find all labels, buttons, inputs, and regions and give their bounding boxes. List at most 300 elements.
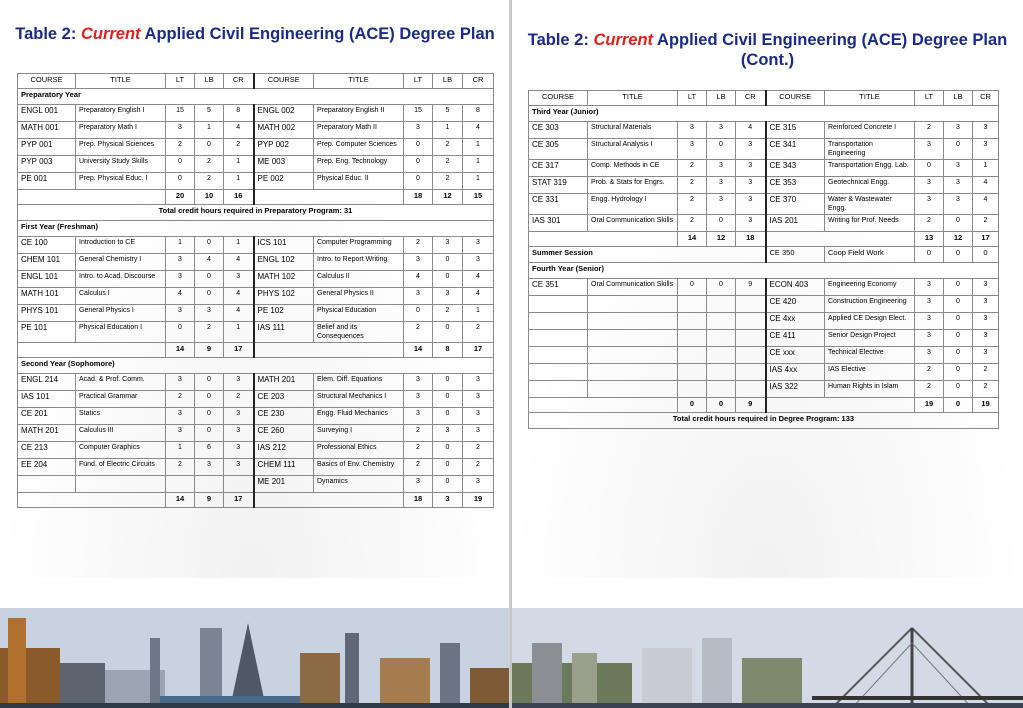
course-code: PE 101 — [18, 322, 76, 343]
course-row — [529, 313, 999, 330]
course-title: Transportation Engg. Lab. — [825, 160, 915, 177]
lab-hours: 0 — [433, 322, 463, 343]
credit-hours: 9 — [736, 279, 766, 296]
column-header: CR — [463, 74, 494, 89]
course-code: CHEM 101 — [18, 254, 76, 271]
semester-total: 15 — [463, 190, 494, 205]
semester-total: 18 — [736, 232, 766, 247]
lecture-hours: 3 — [404, 122, 433, 139]
course-title: Oral Communication Skills — [588, 279, 678, 296]
course-row — [529, 364, 999, 381]
lab-hours — [707, 313, 736, 330]
lab-hours: 0 — [195, 374, 224, 391]
semester-totals-row — [529, 232, 999, 247]
course-code: CE xxx — [766, 347, 825, 364]
lab-hours: 3 — [195, 459, 224, 476]
course-code: IAS 301 — [529, 215, 588, 232]
course-code: CE 370 — [766, 194, 825, 215]
lab-hours: 0 — [944, 215, 973, 232]
semester-total: 14 — [166, 493, 195, 508]
course-code: CE 4xx — [766, 313, 825, 330]
totals-blank — [254, 190, 404, 205]
course-title: Calculus II — [314, 271, 404, 288]
city-skyline-image — [0, 608, 510, 708]
course-title: Technical Elective — [825, 347, 915, 364]
credit-hours: 3 — [224, 425, 254, 442]
course-title: Reinforced Concrete I — [825, 122, 915, 139]
course-title: Computer Graphics — [76, 442, 166, 459]
credit-hours: 1 — [973, 160, 999, 177]
course-title: University Study Skills — [76, 156, 166, 173]
semester-total: 10 — [195, 190, 224, 205]
lecture-hours: 3 — [166, 374, 195, 391]
lab-hours — [707, 330, 736, 347]
lab-hours: 5 — [433, 105, 463, 122]
credit-hours: 3 — [463, 237, 494, 254]
course-row — [529, 381, 999, 398]
course-code: STAT 319 — [529, 177, 588, 194]
credit-hours — [736, 347, 766, 364]
credit-hours: 3 — [973, 279, 999, 296]
credit-hours: 3 — [463, 374, 494, 391]
semester-total: 19 — [973, 398, 999, 413]
credit-hours — [736, 313, 766, 330]
course-code: ENGL 101 — [18, 271, 76, 288]
total-credit-note: Total credit hours required in Preparatory Program: 31 — [18, 205, 494, 221]
course-code: IAS 212 — [254, 442, 314, 459]
course-title: IAS Elective — [825, 364, 915, 381]
lab-hours: 4 — [195, 254, 224, 271]
course-row — [529, 279, 999, 296]
course-code: CE 213 — [18, 442, 76, 459]
credit-hours: 3 — [973, 122, 999, 139]
semester-total: 3 — [433, 493, 463, 508]
course-title: General Chemistry I — [76, 254, 166, 271]
course-code: ME 201 — [254, 476, 314, 493]
credit-hours: 3 — [973, 330, 999, 347]
lecture-hours: 2 — [404, 442, 433, 459]
degree-plan-table-left — [17, 73, 494, 508]
course-code: PYP 001 — [18, 139, 76, 156]
course-title: Preparatory English II — [314, 105, 404, 122]
totals-blank — [529, 398, 678, 413]
course-row — [529, 194, 999, 215]
lecture-hours: 2 — [404, 322, 433, 343]
credit-hours: 2 — [973, 364, 999, 381]
column-header: LB — [707, 91, 736, 106]
lecture-hours: 4 — [404, 271, 433, 288]
lecture-hours — [678, 347, 707, 364]
column-header: TITLE — [314, 74, 404, 89]
column-header: LB — [195, 74, 224, 89]
lab-hours: 3 — [707, 194, 736, 215]
semester-total: 8 — [433, 343, 463, 358]
totals-blank — [254, 493, 404, 508]
lecture-hours: 3 — [915, 313, 944, 330]
credit-hours: 3 — [736, 215, 766, 232]
course-code: CE 100 — [18, 237, 76, 254]
course-title: Belief and its Consequences — [314, 322, 404, 343]
credit-hours: 4 — [224, 305, 254, 322]
section-header-row — [18, 358, 494, 374]
lecture-hours: 2 — [915, 364, 944, 381]
column-header: COURSE — [18, 74, 76, 89]
totals-blank — [254, 343, 404, 358]
column-header: CR — [973, 91, 999, 106]
semester-total: 17 — [973, 232, 999, 247]
course-code: ENGL 001 — [18, 105, 76, 122]
course-title: Statics — [76, 408, 166, 425]
column-header: TITLE — [76, 74, 166, 89]
title-current: Current — [593, 31, 654, 49]
course-title: Introduction to CE — [76, 237, 166, 254]
section-header-row — [529, 263, 999, 279]
title-rest: Applied Civil Engineering (ACE) Degree Plan — [144, 25, 495, 43]
course-code — [529, 381, 588, 398]
course-code: ENGL 102 — [254, 254, 314, 271]
course-title: Physical Education — [314, 305, 404, 322]
course-row — [529, 330, 999, 347]
totals-blank — [18, 190, 166, 205]
lecture-hours: 3 — [678, 139, 707, 160]
lecture-hours: 0 — [915, 247, 944, 263]
course-row — [18, 322, 494, 343]
column-header: LB — [433, 74, 463, 89]
credit-hours: 1 — [224, 173, 254, 190]
course-title: Computer Programming — [314, 237, 404, 254]
lecture-hours: 3 — [404, 254, 433, 271]
lab-hours: 0 — [944, 330, 973, 347]
lecture-hours: 3 — [166, 122, 195, 139]
course-code: MATH 001 — [18, 122, 76, 139]
semester-total: 12 — [433, 190, 463, 205]
course-code: EE 204 — [18, 459, 76, 476]
lab-hours: 3 — [433, 288, 463, 305]
course-row — [18, 459, 494, 476]
course-title: Writing for Prof. Needs — [825, 215, 915, 232]
course-code: CE 351 — [529, 279, 588, 296]
course-title — [76, 476, 166, 493]
lab-hours: 6 — [195, 442, 224, 459]
lab-hours: 3 — [944, 122, 973, 139]
course-title — [588, 381, 678, 398]
course-title: Calculus III — [76, 425, 166, 442]
course-row — [18, 391, 494, 408]
lab-hours: 0 — [707, 139, 736, 160]
course-title: Structural Mechanics I — [314, 391, 404, 408]
lecture-hours: 3 — [404, 391, 433, 408]
lab-hours: 0 — [433, 408, 463, 425]
course-title: Practical Grammar — [76, 391, 166, 408]
course-code — [529, 347, 588, 364]
course-code: MATH 102 — [254, 271, 314, 288]
lecture-hours — [678, 296, 707, 313]
lecture-hours: 0 — [915, 160, 944, 177]
course-code: PYP 002 — [254, 139, 314, 156]
course-code: CE 341 — [766, 139, 825, 160]
totals-blank — [766, 232, 915, 247]
semester-total: 17 — [224, 343, 254, 358]
lecture-hours: 3 — [915, 194, 944, 215]
course-title: Prob. & Stats for Engrs. — [588, 177, 678, 194]
right-page-title — [512, 30, 1023, 70]
credit-hours: 8 — [463, 105, 494, 122]
course-title: Senior Design Project — [825, 330, 915, 347]
course-code: CE 260 — [254, 425, 314, 442]
course-row — [18, 122, 494, 139]
course-title: Prep. Physical Educ. I — [76, 173, 166, 190]
semester-total: 19 — [915, 398, 944, 413]
course-code: CE 203 — [254, 391, 314, 408]
credit-hours: 2 — [463, 322, 494, 343]
semester-total: 9 — [195, 343, 224, 358]
course-code: ENGL 214 — [18, 374, 76, 391]
lecture-hours — [678, 381, 707, 398]
title-prefix: Table 2: — [15, 25, 77, 43]
lab-hours: 2 — [195, 156, 224, 173]
semester-total: 17 — [463, 343, 494, 358]
lecture-hours: 3 — [166, 254, 195, 271]
lab-hours: 2 — [195, 173, 224, 190]
course-code — [529, 364, 588, 381]
course-code: IAS 4xx — [766, 364, 825, 381]
semester-total: 0 — [707, 398, 736, 413]
course-title: Oral Communication Skills — [588, 215, 678, 232]
course-code: IAS 101 — [18, 391, 76, 408]
course-code: ENGL 002 — [254, 105, 314, 122]
course-code: CE 317 — [529, 160, 588, 177]
course-title: Prep. Computer Sciences — [314, 139, 404, 156]
lab-hours — [195, 476, 224, 493]
course-title — [588, 364, 678, 381]
semester-total: 20 — [166, 190, 195, 205]
section-title: First Year (Freshman) — [18, 221, 494, 237]
lab-hours — [707, 364, 736, 381]
credit-hours: 1 — [224, 322, 254, 343]
lecture-hours: 3 — [404, 288, 433, 305]
semester-total: 0 — [944, 398, 973, 413]
section-title: Second Year (Sophomore) — [18, 358, 494, 374]
lecture-hours: 3 — [915, 279, 944, 296]
course-code: PE 001 — [18, 173, 76, 190]
lecture-hours — [678, 364, 707, 381]
credit-hours: 3 — [973, 313, 999, 330]
course-title: Comp. Methods in CE — [588, 160, 678, 177]
lab-hours: 0 — [195, 425, 224, 442]
course-title: Construction Engineering — [825, 296, 915, 313]
section-header-row — [18, 89, 494, 105]
lecture-hours: 0 — [166, 322, 195, 343]
lab-hours: 5 — [195, 105, 224, 122]
course-code: CE 303 — [529, 122, 588, 139]
credit-hours: 3 — [463, 391, 494, 408]
semester-totals-row — [18, 190, 494, 205]
lab-hours: 0 — [195, 408, 224, 425]
course-row — [529, 215, 999, 232]
lab-hours: 0 — [433, 254, 463, 271]
course-code: PHYS 101 — [18, 305, 76, 322]
totals-blank — [18, 493, 166, 508]
course-title: Engg. Fluid Mechanics — [314, 408, 404, 425]
course-title: Transportation Engineering — [825, 139, 915, 160]
lecture-hours: 3 — [678, 122, 707, 139]
lecture-hours: 2 — [678, 177, 707, 194]
credit-hours: 4 — [224, 122, 254, 139]
course-code: MATH 201 — [254, 374, 314, 391]
course-code — [529, 330, 588, 347]
lab-hours: 0 — [944, 139, 973, 160]
total-credit-note: Total credit hours required in Degree Program: 133 — [529, 413, 999, 429]
title-rest: Applied Civil Engineering (ACE) Degree Plan — [657, 31, 1008, 49]
lab-hours: 2 — [433, 173, 463, 190]
column-header: LT — [404, 74, 433, 89]
course-title: Structural Analysis I — [588, 139, 678, 160]
course-title: Intro. to Acad. Discourse — [76, 271, 166, 288]
lecture-hours — [678, 313, 707, 330]
course-code: PHYS 102 — [254, 288, 314, 305]
lecture-hours: 2 — [678, 215, 707, 232]
semester-total: 14 — [678, 232, 707, 247]
course-code: CHEM 111 — [254, 459, 314, 476]
course-code: CE 305 — [529, 139, 588, 160]
column-header: LB — [944, 91, 973, 106]
course-title: General Physics I — [76, 305, 166, 322]
section-title: Summer Session — [529, 247, 766, 263]
lecture-hours: 2 — [404, 459, 433, 476]
course-row — [18, 408, 494, 425]
semester-total: 14 — [404, 343, 433, 358]
course-code: CE 230 — [254, 408, 314, 425]
semester-total: 9 — [736, 398, 766, 413]
right-page — [512, 0, 1023, 708]
lecture-hours: 3 — [915, 330, 944, 347]
semester-total: 12 — [707, 232, 736, 247]
course-row — [18, 425, 494, 442]
course-code: CE 315 — [766, 122, 825, 139]
lab-hours: 0 — [944, 296, 973, 313]
credit-hours: 3 — [973, 139, 999, 160]
course-title: Elem. Diff. Equations — [314, 374, 404, 391]
course-title: Acad. & Prof. Comm. — [76, 374, 166, 391]
semester-total: 12 — [944, 232, 973, 247]
course-title — [588, 296, 678, 313]
lecture-hours: 0 — [404, 305, 433, 322]
lab-hours: 3 — [433, 237, 463, 254]
course-row — [529, 177, 999, 194]
course-code — [18, 476, 76, 493]
course-title: Applied CE Design Elect. — [825, 313, 915, 330]
section-header-row — [529, 106, 999, 122]
lecture-hours: 2 — [166, 391, 195, 408]
course-row — [529, 296, 999, 313]
credit-hours: 1 — [463, 305, 494, 322]
lecture-hours: 3 — [166, 305, 195, 322]
lab-hours: 0 — [195, 237, 224, 254]
semester-totals-row — [18, 493, 494, 508]
course-title: Calculus I — [76, 288, 166, 305]
semester-total: 0 — [678, 398, 707, 413]
credit-hours: 1 — [463, 156, 494, 173]
credit-hours: 3 — [463, 476, 494, 493]
course-code: ME 003 — [254, 156, 314, 173]
lab-hours: 3 — [433, 425, 463, 442]
lecture-hours: 3 — [404, 476, 433, 493]
lab-hours: 0 — [944, 364, 973, 381]
lecture-hours: 2 — [678, 194, 707, 215]
course-title: Human Rights in Islam — [825, 381, 915, 398]
course-code: IAS 322 — [766, 381, 825, 398]
semester-total: 9 — [195, 493, 224, 508]
credit-hours: 1 — [224, 237, 254, 254]
column-header: COURSE — [766, 91, 825, 106]
course-code — [529, 296, 588, 313]
credit-hours — [736, 330, 766, 347]
course-row — [18, 139, 494, 156]
section-title: Preparatory Year — [18, 89, 494, 105]
credit-hours: 3 — [973, 296, 999, 313]
lecture-hours: 0 — [678, 279, 707, 296]
credit-hours: 3 — [463, 408, 494, 425]
degree-plan-table-right — [528, 90, 999, 429]
left-page — [0, 0, 510, 708]
course-title — [588, 313, 678, 330]
lab-hours: 1 — [195, 122, 224, 139]
course-row — [18, 105, 494, 122]
course-title: Fund. of Electric Circuits — [76, 459, 166, 476]
course-title: Preparatory Math I — [76, 122, 166, 139]
course-title: Dynamics — [314, 476, 404, 493]
course-code: CE 411 — [766, 330, 825, 347]
lab-hours: 0 — [707, 215, 736, 232]
lecture-hours: 2 — [678, 160, 707, 177]
course-code: IAS 201 — [766, 215, 825, 232]
course-row — [529, 122, 999, 139]
course-row — [18, 156, 494, 173]
credit-hours: 4 — [224, 254, 254, 271]
course-title: Surveying I — [314, 425, 404, 442]
credit-hours: 4 — [463, 271, 494, 288]
course-title — [588, 330, 678, 347]
credit-hours: 3 — [736, 160, 766, 177]
credit-hours: 3 — [736, 139, 766, 160]
lab-hours: 3 — [944, 160, 973, 177]
course-code: PYP 003 — [18, 156, 76, 173]
credit-hours: 3 — [973, 347, 999, 364]
course-code: ECON 403 — [766, 279, 825, 296]
lecture-hours: 1 — [166, 237, 195, 254]
lab-hours: 0 — [433, 391, 463, 408]
course-row — [18, 254, 494, 271]
lecture-hours: 3 — [404, 408, 433, 425]
lecture-hours: 3 — [166, 425, 195, 442]
lecture-hours: 3 — [915, 347, 944, 364]
lecture-hours: 3 — [915, 177, 944, 194]
credit-hours: 2 — [224, 139, 254, 156]
lecture-hours: 2 — [166, 459, 195, 476]
lab-hours: 0 — [433, 271, 463, 288]
semester-totals-row — [18, 343, 494, 358]
lab-hours: 3 — [195, 305, 224, 322]
column-header: TITLE — [588, 91, 678, 106]
lab-hours — [707, 347, 736, 364]
course-title: General Physics II — [314, 288, 404, 305]
course-row — [529, 347, 999, 364]
lecture-hours: 3 — [915, 139, 944, 160]
lab-hours: 0 — [195, 271, 224, 288]
credit-hours — [736, 381, 766, 398]
left-city-photo-strip — [0, 608, 510, 708]
lab-hours: 0 — [195, 288, 224, 305]
